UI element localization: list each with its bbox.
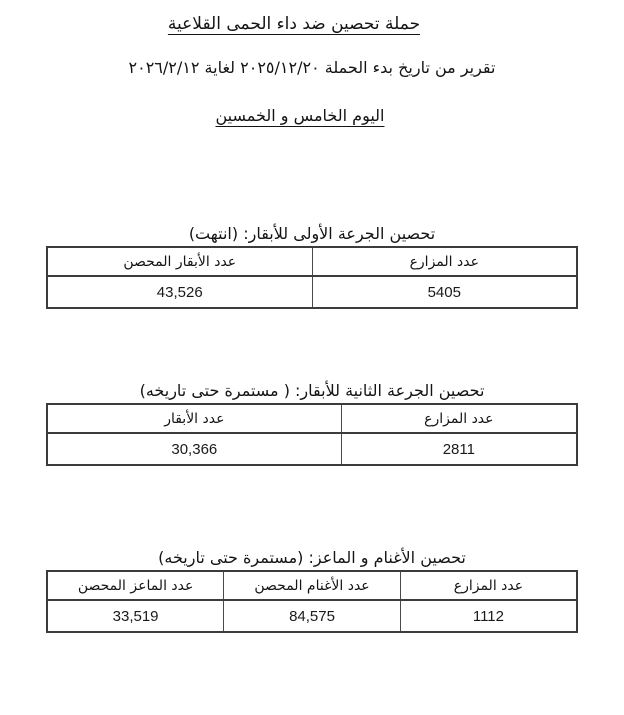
- campaign-day-line: اليوم الخامس و الخمسين: [215, 106, 385, 125]
- vaccinated-cattle-count-value: 43,526: [47, 276, 312, 308]
- sheep-goats-heading: تحصين الأغنام و الماعز: (مستمرة حتى تاريخه): [158, 548, 466, 567]
- value-row: [47, 600, 577, 632]
- value-row: [47, 276, 577, 308]
- second-dose-cattle-table: [46, 403, 578, 466]
- vaccinated-goats-count-header: عدد الماعز المحصن: [47, 571, 224, 600]
- header-row: [47, 571, 577, 600]
- vaccinated-sheep-count-header: عدد الأغنام المحصن: [224, 571, 401, 600]
- farms-count-header: عدد المزارع: [400, 571, 577, 600]
- farms-count-value: 2811: [341, 433, 577, 465]
- report-period-line: تقرير من تاريخ بدء الحملة ٢٠٢٥/١٢/٢٠ لغاية ٢٠٢٦/٢/١٢: [128, 58, 496, 77]
- first-dose-cattle-heading: تحصين الجرعة الأولى للأبقار: (انتهت): [188, 224, 436, 243]
- document-title: حملة تحصين ضد داء الحمى القلاعية: [167, 14, 421, 34]
- cattle-count-value: 30,366: [47, 433, 341, 465]
- farms-count-value: 5405: [312, 276, 577, 308]
- second-dose-cattle-heading: تحصين الجرعة الثانية للأبقار: ( مستمرة حتى تاريخه): [139, 381, 485, 400]
- vaccinated-sheep-count-value: 84,575: [224, 600, 401, 632]
- farms-count-value: 1112: [400, 600, 577, 632]
- header-row: [47, 404, 577, 433]
- value-row: [47, 433, 577, 465]
- sheep-goats-table: [46, 570, 578, 633]
- vaccinated-goats-count-value: 33,519: [47, 600, 224, 632]
- cattle-count-header: عدد الأبقار: [47, 404, 341, 433]
- first-dose-cattle-table: [46, 246, 578, 309]
- vaccinated-cattle-count-header: عدد الأبقار المحصن: [47, 247, 312, 276]
- header-row: [47, 247, 577, 276]
- farms-count-header: عدد المزارع: [312, 247, 577, 276]
- farms-count-header: عدد المزارع: [341, 404, 577, 433]
